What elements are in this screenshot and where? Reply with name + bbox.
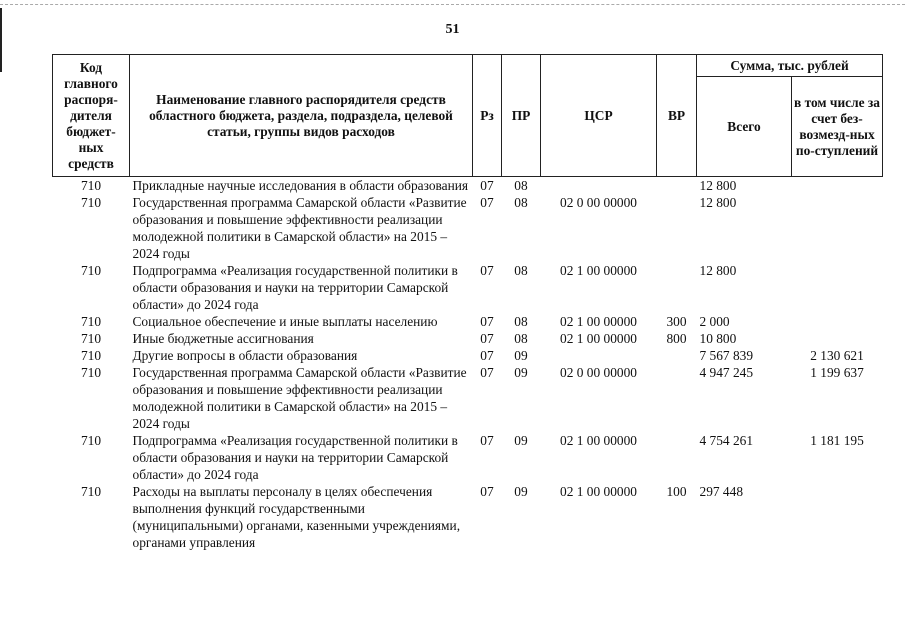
cell-pr: 09 [514, 365, 528, 380]
cell-csr [541, 177, 657, 195]
cell-code: 710 [80, 263, 102, 278]
cell-rz: 07 [480, 195, 494, 210]
header-total: Всего [697, 77, 792, 177]
cell-vr [657, 364, 697, 432]
header-vr: ВР [657, 55, 697, 177]
cell-name: Государственная программа Самарской области «Развитие образования и повышение эффективности реализации молодежной политики в Самарской области» на 2015 – 2024 годы [132, 195, 467, 261]
cell-name: Иные бюджетные ассигнования [132, 331, 314, 346]
cell-pr: 08 [514, 178, 528, 193]
cell-free: 2 130 621 [810, 348, 864, 363]
header-free: в том числе за счет без-возмезд-ных по-ступлений [792, 77, 883, 177]
cell-csr: 02 1 00 00000 [560, 331, 637, 346]
cell-code: 710 [80, 178, 102, 193]
cell-free [792, 313, 883, 330]
cell-vr [657, 347, 697, 364]
cell-csr: 02 1 00 00000 [560, 484, 637, 499]
cell-code: 710 [80, 331, 102, 346]
cell-name: Подпрограмма «Реализация государственной политики в области образования и науки на территории Самарской области» до 2024 года [132, 263, 458, 312]
cell-total: 4 947 245 [699, 365, 754, 380]
cell-vr: 100 [666, 484, 687, 499]
table-row [53, 483, 883, 551]
cell-vr [657, 177, 697, 195]
cell-rz: 07 [480, 433, 494, 448]
cell-code: 710 [80, 314, 102, 329]
scan-artifact-mark [0, 8, 2, 72]
cell-pr: 08 [514, 331, 528, 346]
cell-code: 710 [80, 484, 102, 499]
cell-pr: 09 [514, 484, 528, 499]
scan-artifact-line [0, 4, 905, 6]
cell-name: Подпрограмма «Реализация государственной политики в области образования и науки на территории Самарской области» до 2024 года [132, 433, 458, 482]
header-sum-group: Сумма, тыс. рублей [697, 55, 883, 77]
table-header [53, 55, 883, 177]
cell-total: 2 000 [699, 314, 730, 329]
cell-free: 1 181 195 [810, 433, 864, 448]
table-row [53, 262, 883, 313]
cell-pr: 08 [514, 263, 528, 278]
table-row [53, 364, 883, 432]
cell-free: 1 199 637 [810, 365, 864, 380]
header-name: Наименование главного распорядителя средств областного бюджета, раздела, подраздела, целевой статьи, группы видов расходов [130, 55, 473, 177]
budget-table [52, 54, 883, 551]
table-row [53, 177, 883, 195]
cell-vr: 300 [666, 314, 687, 329]
table-body [53, 177, 883, 552]
cell-csr [541, 347, 657, 364]
cell-code: 710 [80, 195, 102, 210]
cell-name: Государственная программа Самарской области «Развитие образования и повышение эффективности реализации молодежной политики в Самарской области» на 2015 – 2024 годы [132, 365, 467, 431]
cell-free [792, 262, 883, 313]
cell-vr: 800 [666, 331, 687, 346]
header-code: Код главного распоря-дителя бюджет-ных средств [53, 55, 130, 177]
cell-total: 7 567 839 [699, 348, 754, 363]
cell-pr: 08 [514, 314, 528, 329]
cell-pr: 09 [514, 433, 528, 448]
cell-name: Расходы на выплаты персоналу в целях обеспечения выполнения функций государственными (муниципальными) органами, казенными учреждениями, органами управления [132, 484, 461, 550]
cell-csr: 02 0 00 00000 [560, 195, 637, 210]
cell-total: 297 448 [699, 484, 744, 499]
cell-code: 710 [80, 433, 102, 448]
cell-total: 12 800 [699, 195, 737, 210]
cell-total: 12 800 [699, 263, 737, 278]
cell-pr: 09 [514, 348, 528, 363]
cell-csr: 02 1 00 00000 [560, 263, 637, 278]
cell-rz: 07 [480, 365, 494, 380]
table-row [53, 432, 883, 483]
cell-code: 710 [80, 365, 102, 380]
header-pr: ПР [502, 55, 541, 177]
cell-name: Социальное обеспечение и иные выплаты населению [132, 314, 438, 329]
cell-rz: 07 [480, 263, 494, 278]
cell-csr: 02 0 00 00000 [560, 365, 637, 380]
cell-rz: 07 [480, 178, 494, 193]
cell-rz: 07 [480, 314, 494, 329]
header-csr: ЦСР [541, 55, 657, 177]
cell-code: 710 [80, 348, 102, 363]
cell-free [792, 194, 883, 262]
cell-free [792, 330, 883, 347]
cell-total: 10 800 [699, 331, 737, 346]
cell-vr [657, 432, 697, 483]
cell-total: 4 754 261 [699, 433, 754, 448]
cell-name: Другие вопросы в области образования [132, 348, 358, 363]
table-row [53, 347, 883, 364]
cell-rz: 07 [480, 484, 494, 499]
cell-rz: 07 [480, 331, 494, 346]
cell-rz: 07 [480, 348, 494, 363]
page-number: 51 [445, 22, 460, 37]
cell-csr: 02 1 00 00000 [560, 433, 637, 448]
cell-vr [657, 194, 697, 262]
cell-csr: 02 1 00 00000 [560, 314, 637, 329]
cell-free [792, 483, 883, 551]
table-row [53, 313, 883, 330]
cell-total: 12 800 [699, 178, 737, 193]
cell-free [792, 177, 883, 195]
cell-pr: 08 [514, 195, 528, 210]
cell-name: Прикладные научные исследования в области образования [132, 178, 469, 193]
cell-vr [657, 262, 697, 313]
header-rz: Рз [473, 55, 502, 177]
table-row [53, 330, 883, 347]
table-row [53, 194, 883, 262]
